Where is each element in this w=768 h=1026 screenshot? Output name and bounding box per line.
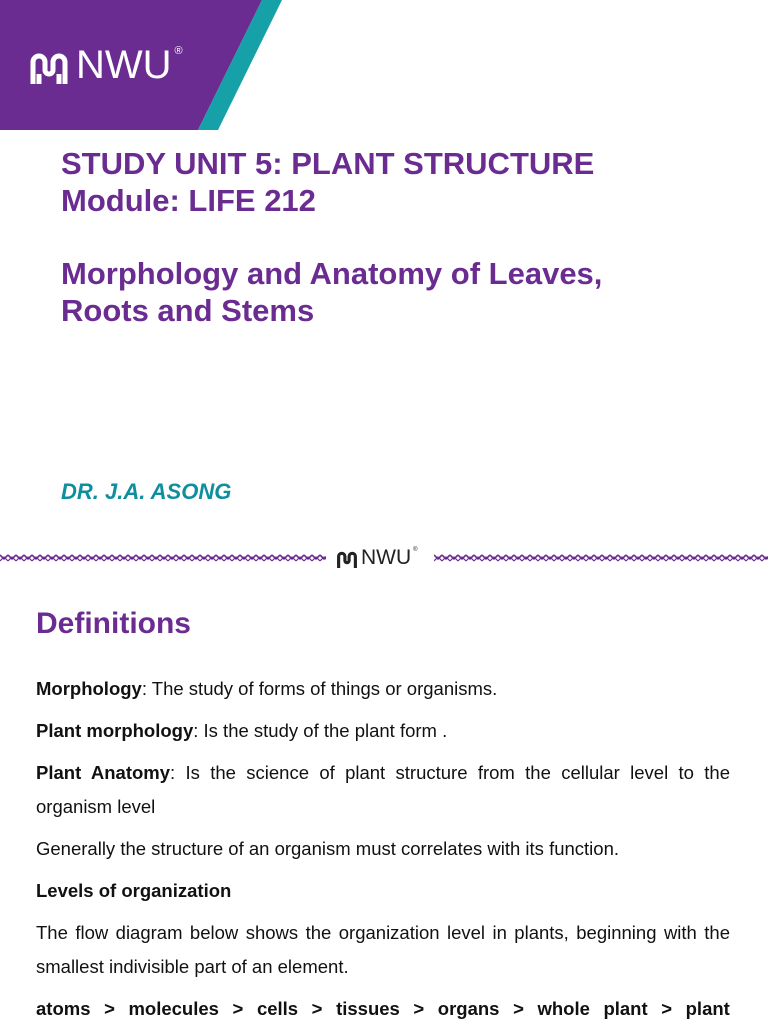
flow-item: atoms bbox=[36, 998, 91, 1019]
flow-separator: > bbox=[661, 998, 673, 1019]
page-divider bbox=[0, 542, 768, 574]
definition-plant-morphology bbox=[36, 714, 730, 748]
definitions-heading: Definitions bbox=[36, 607, 191, 640]
flow-separator: > bbox=[513, 998, 524, 1019]
flow-separator: > bbox=[232, 998, 244, 1019]
decorative-pattern-left bbox=[0, 553, 326, 563]
divider-logo-text: NWU bbox=[361, 546, 412, 569]
nwu-emblem-small-icon bbox=[336, 547, 358, 569]
decorative-pattern-right bbox=[434, 553, 768, 563]
definition-morphology bbox=[36, 672, 730, 706]
structure-function-paragraph: Generally the structure of an organism must correlates with its function. bbox=[36, 838, 620, 859]
definitions-section bbox=[36, 604, 730, 1026]
flow-separator: > bbox=[104, 998, 115, 1019]
flow-item: molecules bbox=[128, 998, 219, 1019]
registered-mark: ® bbox=[174, 45, 183, 57]
divider-nwu-logo bbox=[336, 546, 418, 570]
flow-item: organs bbox=[437, 998, 500, 1019]
subtitle-line-2: Roots and Stems bbox=[61, 293, 315, 328]
levels-heading: Levels of organization bbox=[36, 880, 232, 901]
organization-flow bbox=[36, 992, 730, 1026]
flow-item: plant bbox=[603, 998, 648, 1019]
nwu-emblem-icon bbox=[28, 44, 70, 86]
definition-plant-anatomy bbox=[36, 756, 730, 824]
flow-description-paragraph: The flow diagram below shows the organization level in plants, beginning with the smallest indivisible part of an element. bbox=[36, 922, 730, 977]
flow-item: whole bbox=[537, 998, 590, 1019]
module-title: Module: LIFE 212 bbox=[61, 183, 316, 218]
logo-text: NWU bbox=[76, 43, 172, 87]
author-name: DR. J.A. ASONG bbox=[61, 479, 232, 504]
study-unit-title: STUDY UNIT 5: PLANT STRUCTURE bbox=[61, 146, 595, 181]
term-morphology: Morphology bbox=[36, 678, 142, 699]
flow-separator: > bbox=[413, 998, 425, 1019]
flow-item: plant bbox=[685, 998, 730, 1019]
title-block bbox=[61, 145, 751, 329]
term-plant-morphology: Plant morphology bbox=[36, 720, 194, 741]
term-plant-anatomy: Plant Anatomy bbox=[36, 762, 171, 783]
divider-registered-mark: ® bbox=[413, 547, 418, 553]
nwu-logo bbox=[28, 44, 183, 86]
definition-text: : Is the science of plant structure from the cellular level to the organism level bbox=[36, 762, 730, 817]
definition-text: : The study of forms of things or organisms. bbox=[141, 678, 498, 699]
subtitle-line-1: Morphology and Anatomy of Leaves, bbox=[61, 256, 603, 291]
flow-item: tissues bbox=[336, 998, 400, 1019]
definition-text: : Is the study of the plant form . bbox=[193, 720, 448, 741]
flow-item: cells bbox=[256, 998, 299, 1019]
flow-separator: > bbox=[311, 998, 323, 1019]
